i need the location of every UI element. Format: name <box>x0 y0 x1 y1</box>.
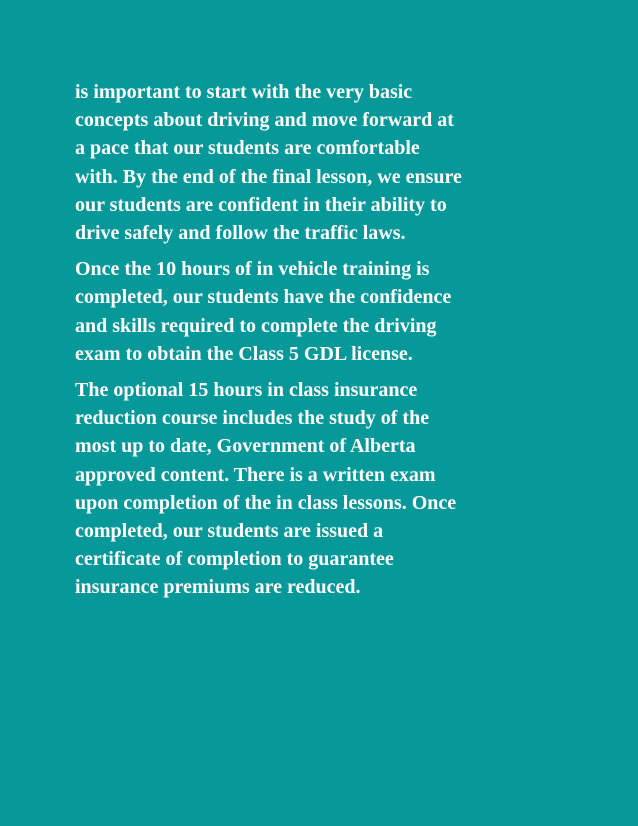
text-line: concepts about driving and move forward at <box>75 109 454 132</box>
text-line: with. By the end of the final lesson, we ensure <box>75 165 462 188</box>
text-line: certificate of completion to guarantee <box>75 548 394 571</box>
text-line: completed, our students are issued a <box>75 520 384 543</box>
paragraph-insurance-course <box>75 376 545 602</box>
text-line: Once the 10 hours of in vehicle training is <box>75 258 430 281</box>
text-line: our students are confident in their ability to <box>75 193 447 216</box>
text-line: insurance premiums are reduced. <box>75 576 361 599</box>
paragraph-basic-concepts <box>75 78 545 247</box>
text-line: drive safely and follow the traffic laws. <box>75 222 406 245</box>
text-line: The optional 15 hours in class insurance <box>75 379 418 402</box>
text-line: most up to date, Government of Alberta <box>75 435 416 458</box>
paragraph-vehicle-training <box>75 255 545 368</box>
text-line: and skills required to complete the driving <box>75 314 437 337</box>
text-line: completed, our students have the confidence <box>75 286 452 309</box>
text-line: approved content. There is a written exam <box>75 463 436 486</box>
text-line: is important to start with the very basic <box>75 81 413 103</box>
text-line: exam to obtain the Class 5 GDL license. <box>75 342 413 365</box>
body-text <box>75 78 545 602</box>
text-line: reduction course includes the study of the <box>75 407 430 430</box>
text-line: a pace that our students are comfortable <box>75 137 420 160</box>
text-line: upon completion of the in class lessons. Once <box>75 491 457 514</box>
